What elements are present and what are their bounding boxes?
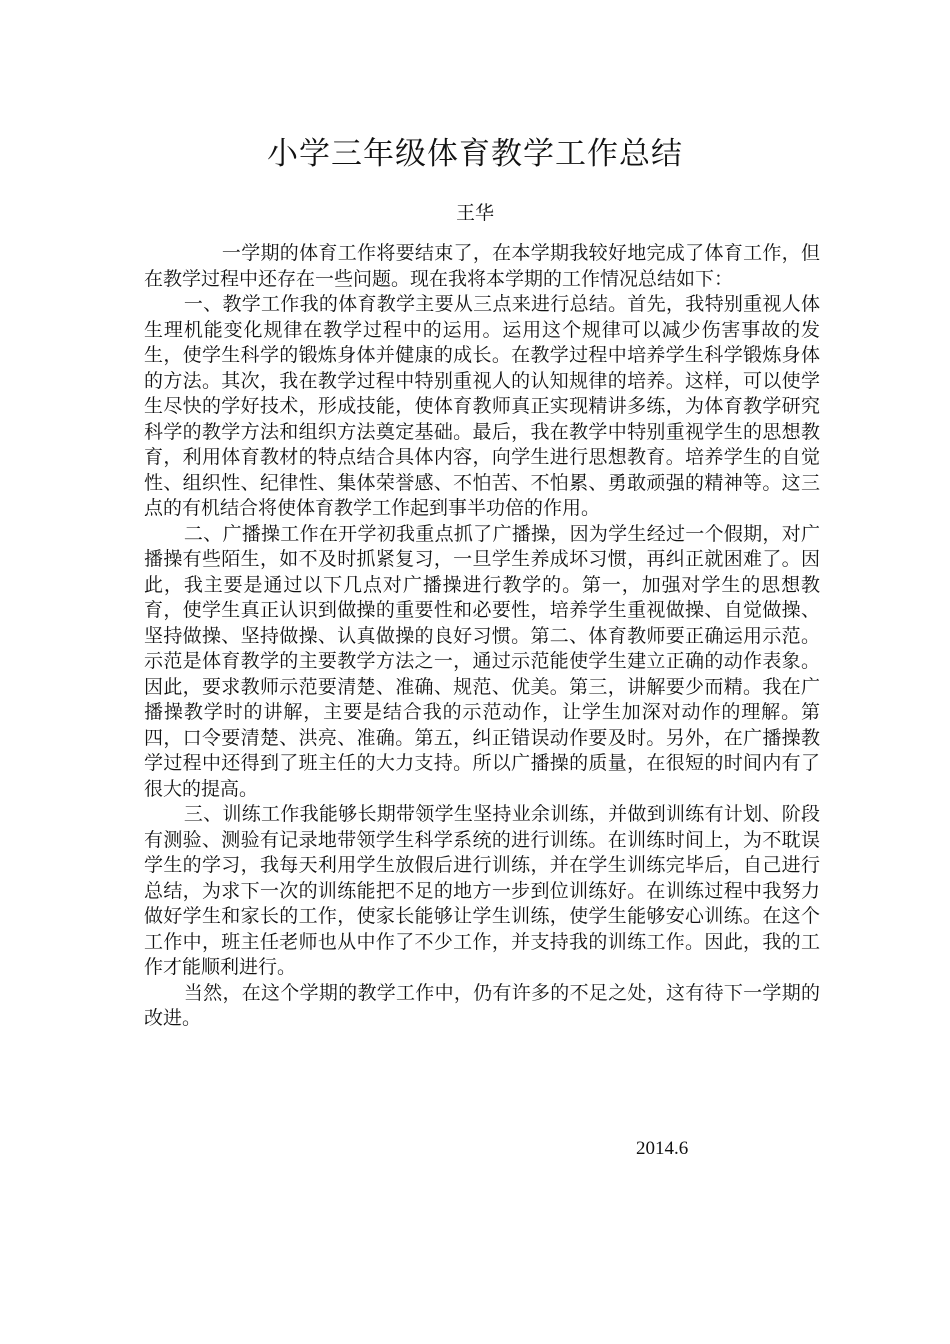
author-name: 王华 bbox=[455, 202, 494, 224]
document-title: 小学三年级体育教学工作总结 bbox=[267, 136, 683, 172]
paragraph-intro: 一学期的体育工作将要结束了，在本学期我较好地完成了体育工作，但在教学过程中还存在一些问题。现在我将本学期的工作情况总结如下： bbox=[144, 242, 820, 290]
paragraph-conclusion: 当然，在这个学期的教学工作中，仍有许多的不足之处，这有待下一学期的改进。 bbox=[144, 981, 820, 1029]
paragraph-teaching-work: 一、教学工作我的体育教学主要从三点来进行总结。首先，我特别重视人体生理机能变化规律在教学过程中的运用。运用这个规律可以减少伤害事故的发生，使学生科学的锻炼身体并健康的成长。在教学过程中培养学生科学锻炼身体的方法。其次，我在教学过程中特别重视人的认知规律的培养。这样，可以使学生尽快的学好技术，形成技能，使体育教师真正实现精讲多练，为体育教学研究科学的教学方法和组织方法奠定基础。最后，我在教学中特别重视学生的思想教育，利用体育教材的特点结合具体内容，向学生进行思想教育。培养学生的自觉性、组织性、纪律性、集体荣誉感、不怕苦、不怕累、勇敢顽强的精神等。这三点的有机结合将使体育教学工作起到事半功倍的作用。 bbox=[144, 293, 820, 519]
paragraph-broadcast-exercise: 二、广播操工作在开学初我重点抓了广播操，因为学生经过一个假期，对广播操有些陌生，如不及时抓紧复习，一旦学生养成坏习惯，再纠正就困难了。因此，我主要是通过以下几点对广播操进行教学的。第一，加强对学生的思想教育，使学生真正认识到做操的重要性和必要性，培养学生重视做操、自觉做操、坚持做操、坚持做操、认真做操的良好习惯。第二、体育教师要正确运用示范。示范是体育教学的主要教学方法之一，通过示范能使学生建立正确的动作表象。因此，要求教师示范要清楚、准确、规范、优美。第三，讲解要少而精。我在广播操教学时的讲解，主要是结合我的示范动作，让学生加深对动作的理解。第四，口令要清楚、洪亮、准确。第五，纠正错误动作要及时。另外，在广播操教学过程中还得到了班主任的大力支持。所以广播操的质量，在很短的时间内有了很大的提高。 bbox=[144, 522, 820, 800]
document-body bbox=[144, 241, 820, 1032]
document-date: 2014.6 bbox=[636, 1138, 689, 1159]
paragraph-training-work: 三、训练工作我能够长期带领学生坚持业余训练，并做到训练有计划、阶段有测验、测验有记录地带领学生科学系统的进行训练。在训练时间上，为不耽误学生的学习，我每天利用学生放假后进行训练，并在学生训练完毕后，自己进行总结，为求下一次的训练能把不足的地方一步到位训练好。在训练过程中我努力做好学生和家长的工作，使家长能够让学生训练，使学生能够安心训练。在这个工作中，班主任老师也从中作了不少工作，并支持我的训练工作。因此，我的工作才能顺利进行。 bbox=[144, 803, 820, 978]
